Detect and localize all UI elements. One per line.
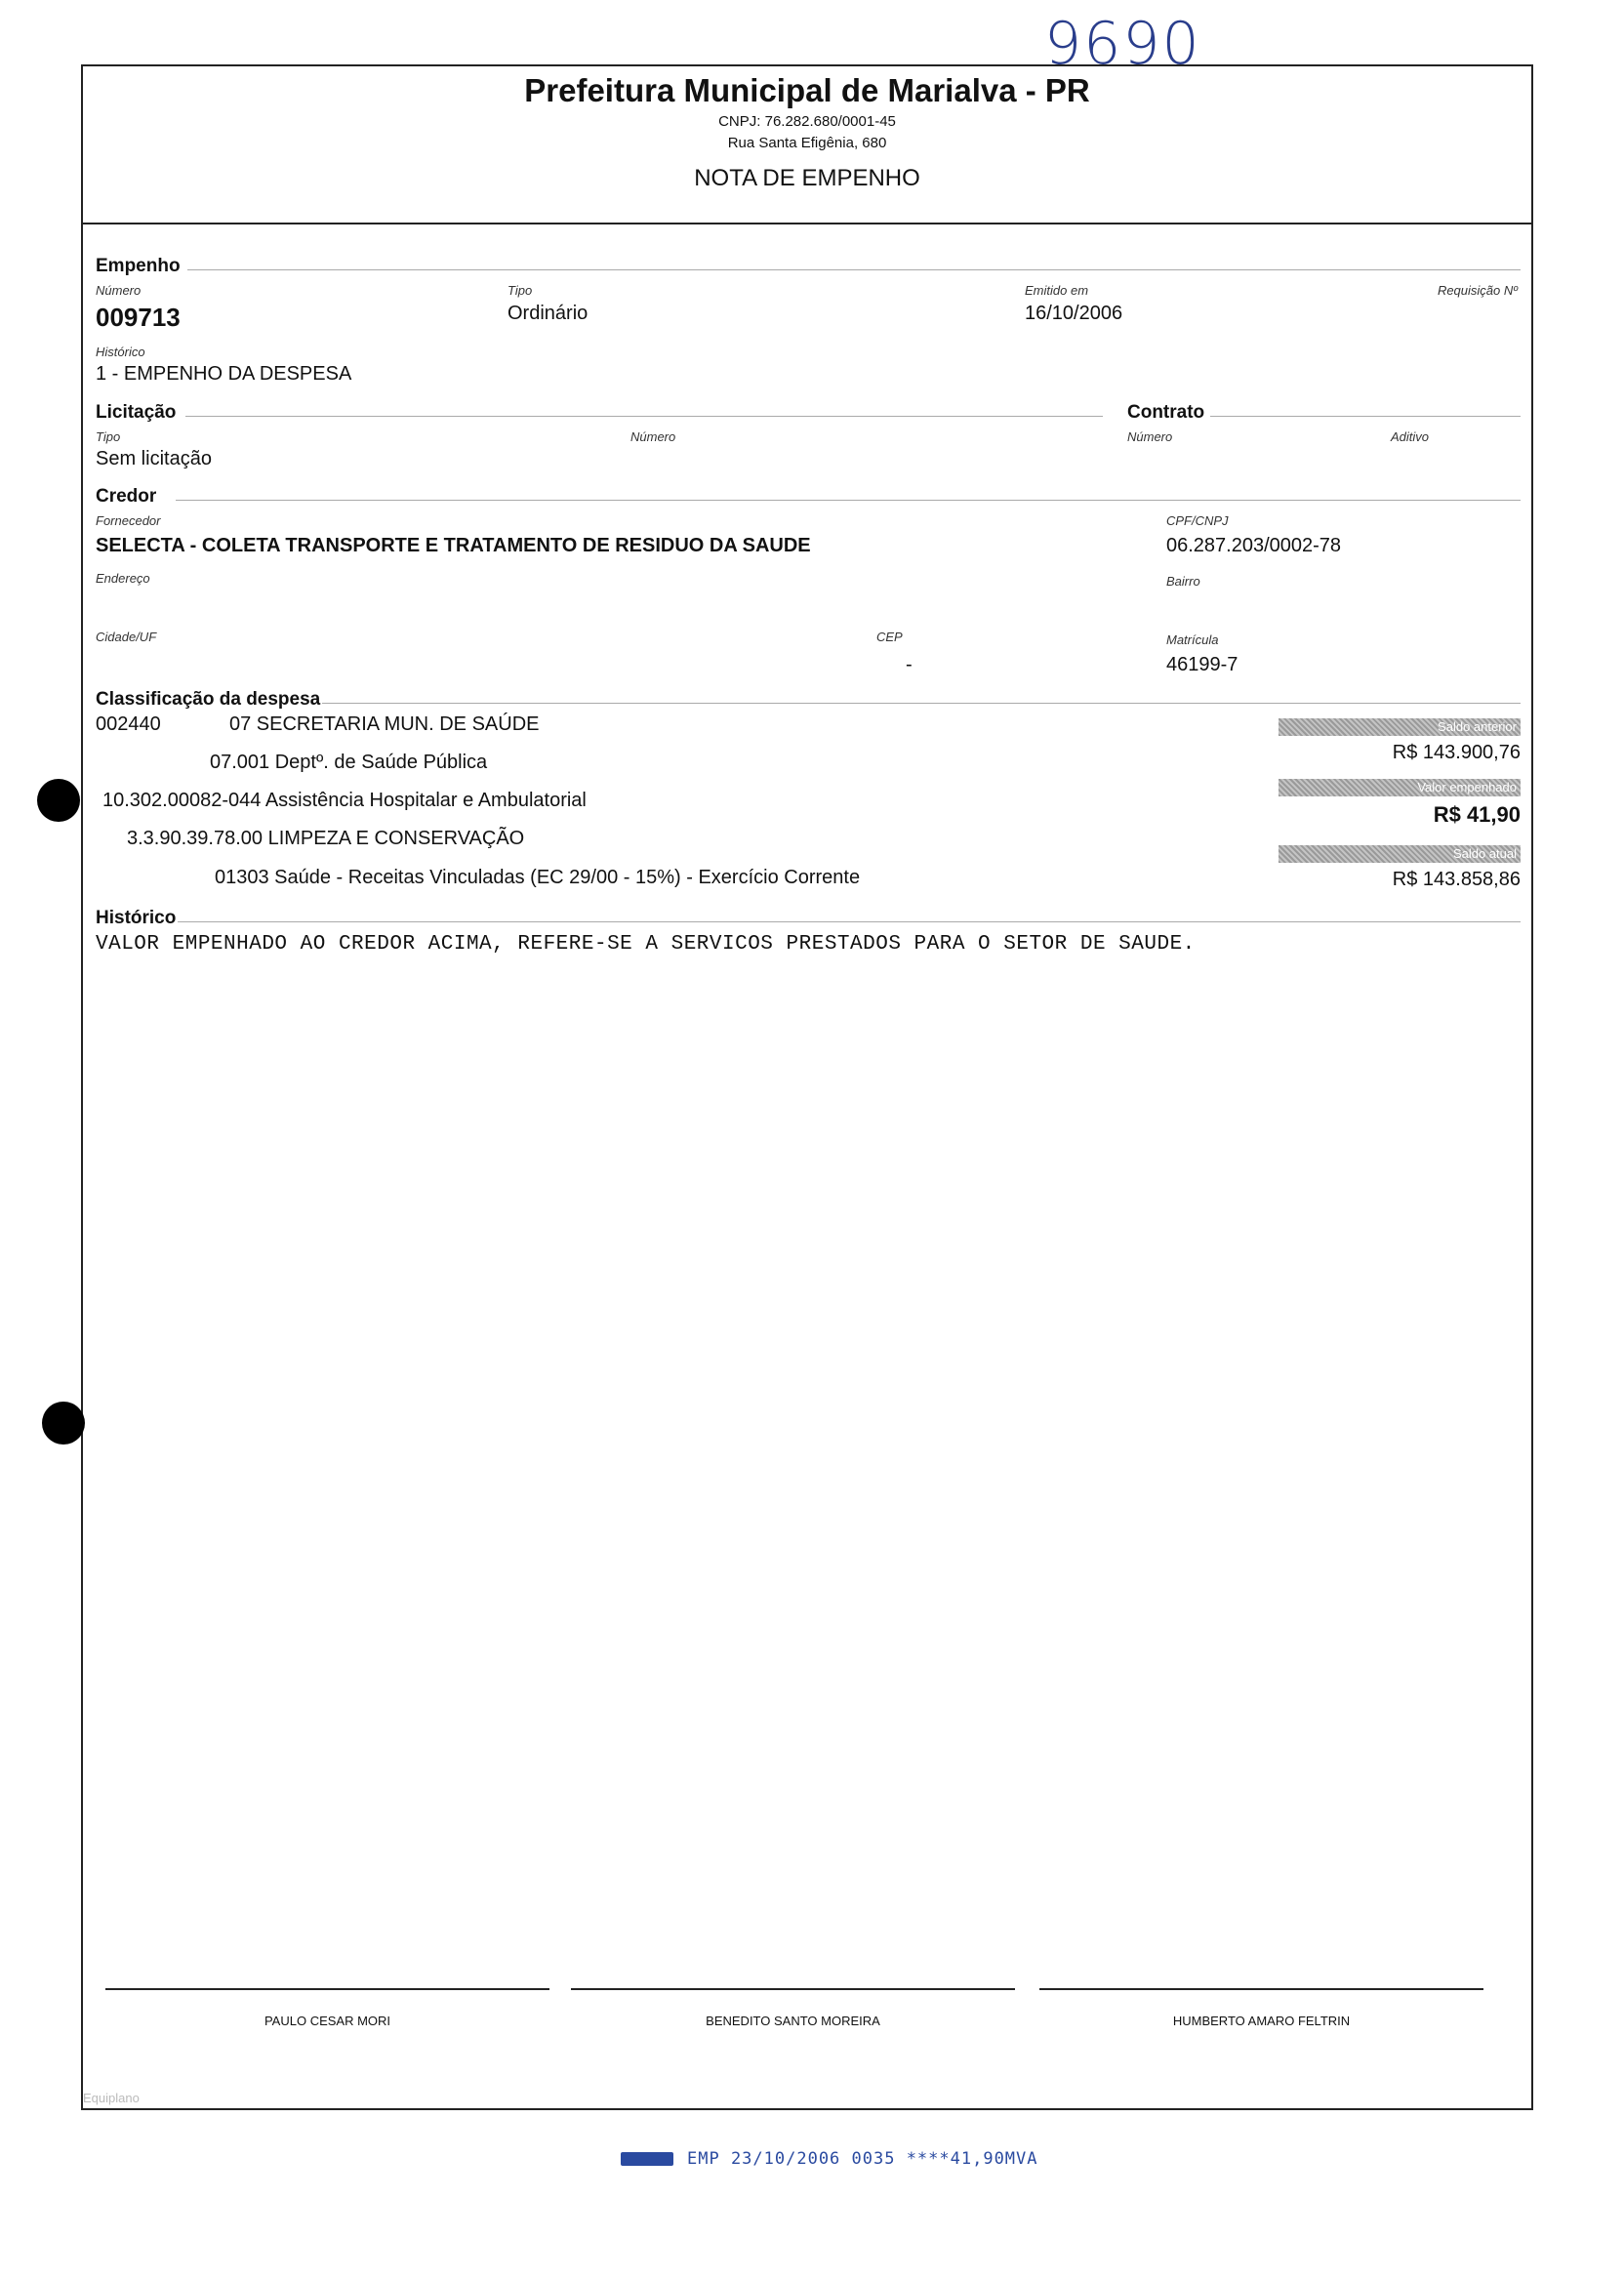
signature-line-3 [1039,1988,1483,1990]
classificacao-rule [322,703,1521,704]
empenho-emitido-label: Emitido em [1025,283,1089,298]
credor-matricula-label: Matrícula [1166,632,1219,647]
saldo-anterior-label: Saldo anterior [1279,718,1521,736]
contrato-numero-label: Número [1127,429,1173,444]
licitacao-section-title: Licitação [96,402,177,423]
empenho-tipo: Ordinário [508,303,589,324]
footer-brand: Equiplano [83,2091,140,2105]
credor-cpf: 06.287.203/0002-78 [1166,535,1342,556]
stamp-logo-icon [621,2152,673,2166]
signature-name-1: PAULO CESAR MORI [264,2014,391,2028]
classificacao-dept: 07.001 Deptº. de Saúde Pública [210,752,488,773]
credor-cpf-label: CPF/CNPJ [1166,513,1229,528]
licitacao-tipo: Sem licitação [96,448,212,469]
valor-empenhado-label: Valor empenhado [1279,779,1521,796]
credor-fornecedor: SELECTA - COLETA TRANSPORTE E TRATAMENTO DE RESIDUO DA SAUDE [96,535,811,556]
punch-hole-top [37,779,80,822]
cnpj-line: CNPJ: 76.282.680/0001-45 [718,113,896,130]
empenho-historico: 1 - EMPENHO DA DESPESA [96,363,352,385]
empenho-tipo-label: Tipo [508,283,533,298]
valor-empenhado-value: R$ 41,90 [1433,802,1521,827]
empenho-numero-label: Número [96,283,142,298]
historico-text: VALOR EMPENHADO AO CREDOR ACIMA, REFERE-SE A SERVICOS PRESTADOS PARA O SETOR DE SAUDE. [96,933,1196,956]
credor-rule [176,500,1521,501]
signature-name-2: BENEDITO SANTO MOREIRA [706,2014,880,2028]
credor-fornecedor-label: Fornecedor [96,513,161,528]
empenho-rule [187,269,1521,270]
historico-section-title: Histórico [96,908,177,928]
municipality-title: Prefeitura Municipal de Marialva - PR [524,72,1090,108]
bank-stamp [621,2149,1038,2169]
licitacao-tipo-label: Tipo [96,429,121,444]
licitacao-numero-label: Número [630,429,676,444]
classificacao-section-title: Classificação da despesa [96,689,321,710]
saldo-atual-label: Saldo atual [1279,845,1521,863]
credor-cep: - [906,654,913,675]
contrato-rule [1210,416,1521,417]
stamp-text: EMP 23/10/2006 0035 ****41,90MVA [687,2149,1038,2169]
classificacao-code: 002440 [96,713,161,735]
credor-cep-label: CEP [876,630,903,644]
contrato-aditivo-label: Aditivo [1391,429,1430,444]
signature-name-3: HUMBERTO AMARO FELTRIN [1172,2014,1351,2028]
empenho-emitido: 16/10/2006 [1025,303,1123,324]
empenho-numero: 009713 [96,303,181,332]
header [81,68,1533,192]
classificacao-secretaria: 07 SECRETARIA MUN. DE SAÚDE [229,713,540,735]
signature-line-1 [105,1988,549,1990]
saldo-atual-value: R$ 143.858,86 [1392,869,1521,890]
document-title: NOTA DE EMPENHO [694,165,920,191]
licitacao-rule [185,416,1103,417]
credor-cidade-label: Cidade/UF [96,630,157,644]
classificacao-fonte: 01303 Saúde - Receitas Vinculadas (EC 29/00 - 15%) - Exercício Corrente [215,867,861,888]
saldo-anterior-value: R$ 143.900,76 [1392,742,1521,763]
classificacao-programa: 10.302.00082-044 Assistência Hospitalar e Ambulatorial [102,790,587,811]
handwritten-number: 9690 [1044,10,1201,78]
empenho-section-title: Empenho [96,256,181,276]
punch-hole-bottom [42,1402,85,1445]
empenho-historico-label: Histórico [96,345,145,359]
contrato-section-title: Contrato [1127,402,1205,423]
credor-endereco-label: Endereço [96,571,150,586]
signature-line-2 [571,1988,1015,1990]
header-divider [81,223,1533,224]
historico-rule [178,921,1521,922]
credor-bairro-label: Bairro [1166,574,1200,589]
credor-matricula: 46199-7 [1166,654,1238,675]
address-line: Rua Santa Efigênia, 680 [727,135,887,151]
classificacao-elemento: 3.3.90.39.78.00 LIMPEZA E CONSERVAÇÃO [127,828,525,849]
credor-section-title: Credor [96,486,157,507]
empenho-requisicao-label: Requisição Nº [1437,283,1518,298]
